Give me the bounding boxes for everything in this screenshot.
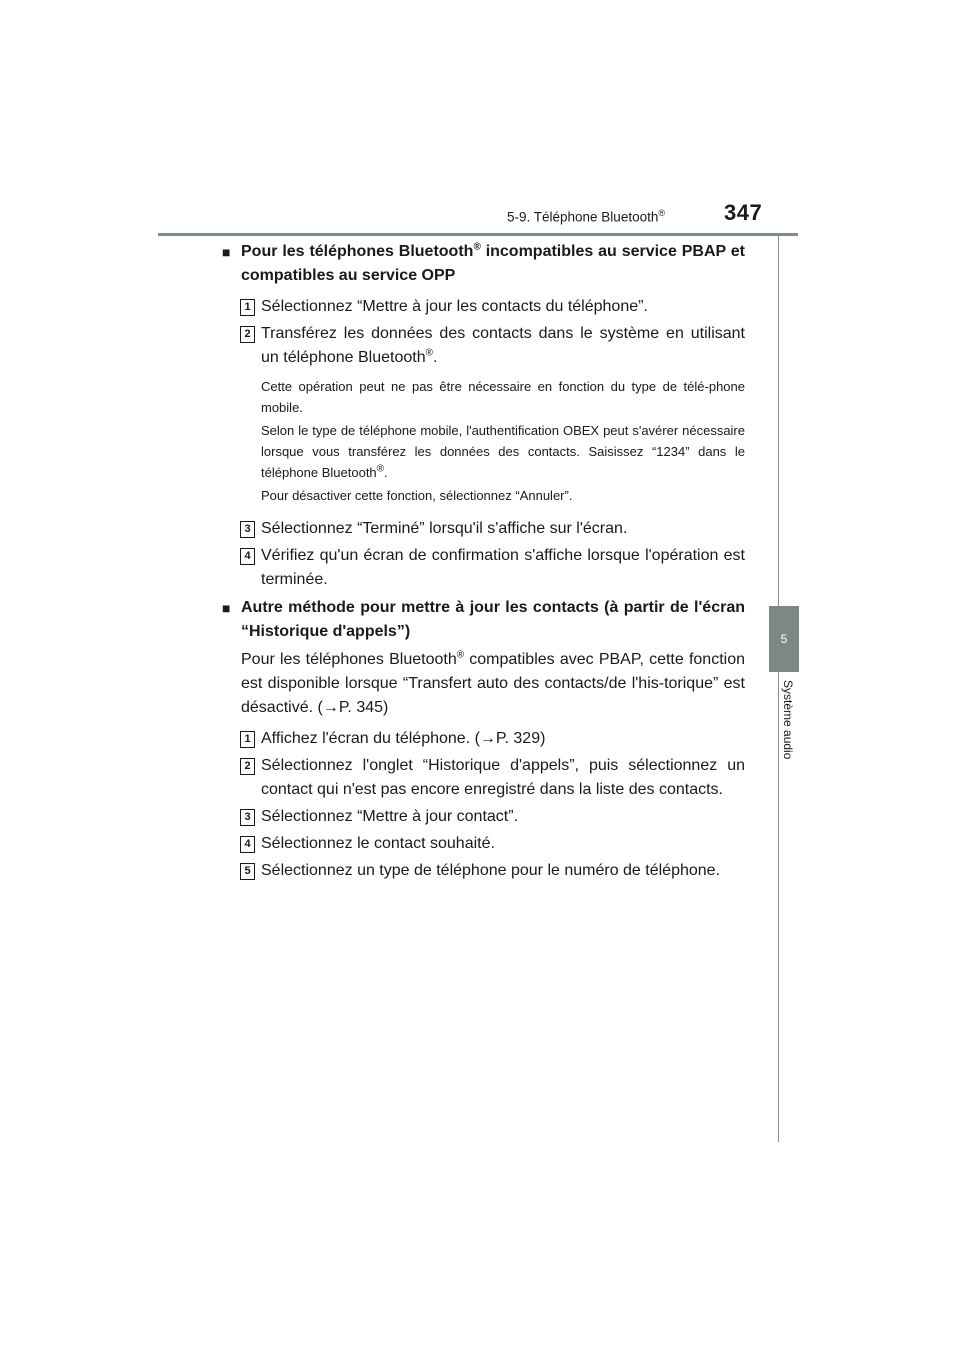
header-rule bbox=[158, 233, 798, 236]
step-text: Sélectionnez un type de téléphone pour le numéro de téléphone. bbox=[261, 862, 721, 879]
running-header bbox=[495, 208, 665, 225]
note-text-part: . bbox=[384, 465, 388, 480]
step-item bbox=[222, 832, 745, 856]
section-heading-history bbox=[222, 596, 745, 644]
section-heading-opp bbox=[222, 240, 745, 288]
step-text: Vérifiez qu'un écran de confirmation s'affiche lorsque l'opération est terminée. bbox=[261, 547, 745, 588]
step-item bbox=[222, 859, 745, 883]
step-item bbox=[222, 322, 745, 370]
note-text: Cette opération peut ne pas être nécessaire en fonction du type de télé-phone mobile. bbox=[261, 379, 745, 415]
step-number-badge: 4 bbox=[240, 548, 255, 565]
step-item bbox=[222, 295, 745, 319]
step-item bbox=[222, 727, 745, 751]
step-number-badge: 1 bbox=[240, 731, 255, 748]
step-text: Sélectionnez “Mettre à jour contact”. bbox=[261, 808, 519, 825]
step-item bbox=[222, 517, 745, 541]
note-text: Pour désactiver cette fonction, sélectionnez “Annuler”. bbox=[261, 488, 573, 503]
step-number-badge: 3 bbox=[240, 809, 255, 826]
step-number-badge: 4 bbox=[240, 836, 255, 853]
square-bullet-icon: ■ bbox=[222, 244, 231, 260]
paragraph-text: compatibles avec PBAP, cette fonction est disponible lorsque “Transfert auto des contacts/de l'his-torique” est désactivé. (→P. 345) bbox=[241, 651, 745, 716]
registered-mark: ® bbox=[473, 241, 481, 253]
step-item bbox=[222, 544, 745, 592]
step-text-part: . bbox=[432, 349, 438, 366]
section-title: 5-9. Téléphone Bluetooth bbox=[506, 209, 659, 225]
registered-mark: ® bbox=[456, 649, 465, 661]
step-text: Sélectionnez l'onglet “Historique d'appels”, puis sélectionnez un contact qui n'est pas encore enregistré dans la liste des contacts. bbox=[261, 757, 745, 798]
note-text bbox=[222, 420, 745, 483]
side-divider-bottom bbox=[778, 672, 779, 1142]
step-number-badge: 2 bbox=[240, 758, 255, 775]
page-content bbox=[222, 240, 745, 883]
heading-text: Autre méthode pour mettre à jour les contacts (à partir de l'écran “Historique d'appels”) bbox=[241, 599, 745, 640]
step-number-badge: 3 bbox=[240, 521, 255, 538]
step-text: Sélectionnez “Mettre à jour les contacts du téléphone”. bbox=[261, 298, 648, 315]
square-bullet-icon: ■ bbox=[222, 600, 231, 616]
step-number-badge: 2 bbox=[240, 326, 255, 343]
step-text: Affichez l'écran du téléphone. (→P. 329) bbox=[261, 730, 546, 747]
chapter-label: Système audio bbox=[781, 680, 795, 760]
step-text bbox=[261, 322, 745, 370]
step-text: Sélectionnez “Terminé” lorsqu'il s'affiche sur l'écran. bbox=[261, 520, 628, 537]
heading-text: incompatibles au service PBAP et compatibles au service OPP bbox=[241, 243, 746, 284]
registered-mark: ® bbox=[658, 208, 665, 218]
registered-mark: ® bbox=[376, 463, 385, 475]
registered-mark: ® bbox=[425, 347, 433, 359]
page-number: 347 bbox=[724, 200, 763, 225]
chapter-tab: 5 bbox=[769, 606, 799, 672]
step-number-badge: 5 bbox=[240, 863, 255, 880]
note-text-part: Selon le type de téléphone mobile, l'authentification OBEX peut s'avérer nécessaire lorsque vous transférez les données des contacts. Saisissez “1234” dans le téléphone Bluetooth bbox=[261, 423, 745, 480]
paragraph-text: Pour les téléphones Bluetooth bbox=[241, 651, 457, 668]
step-text-part: Transférez les données des contacts dans le système en utilisant un téléphone Bluetooth bbox=[261, 325, 745, 366]
heading-text: Pour les téléphones Bluetooth bbox=[241, 243, 474, 260]
step-number-badge: 1 bbox=[240, 299, 255, 316]
side-divider-top bbox=[778, 236, 779, 606]
intro-paragraph bbox=[222, 648, 745, 720]
step-item bbox=[222, 805, 745, 829]
step-text: Sélectionnez le contact souhaité. bbox=[261, 835, 495, 852]
step-item bbox=[222, 754, 745, 802]
